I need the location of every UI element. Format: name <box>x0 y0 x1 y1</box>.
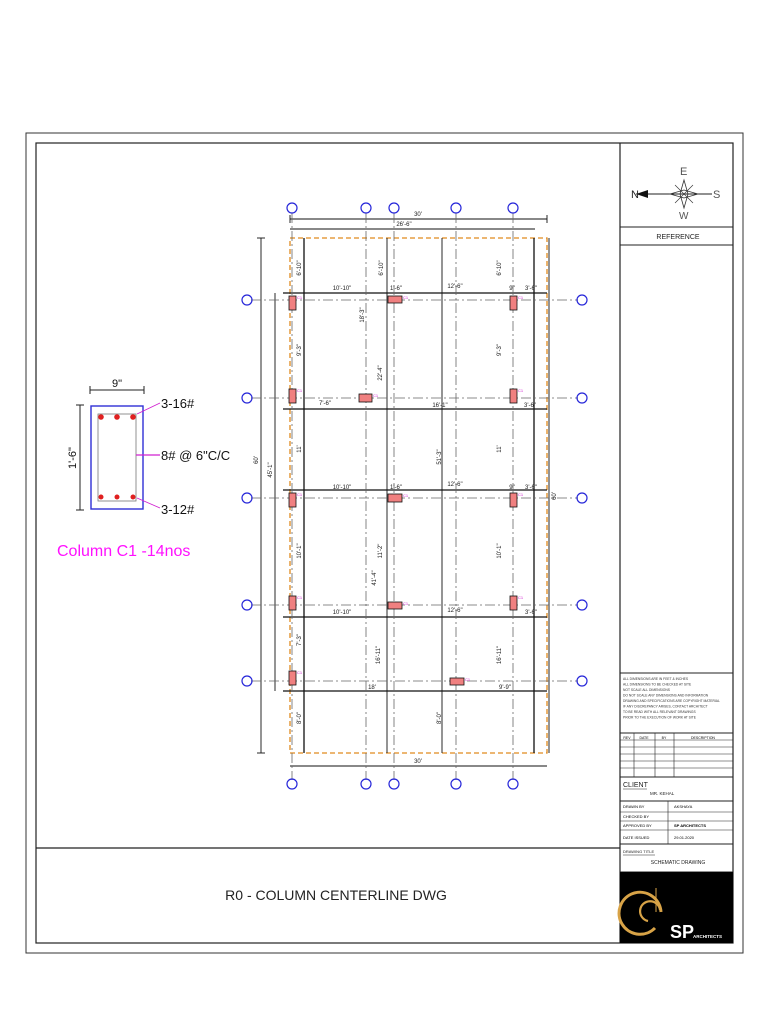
grid-bubble <box>577 600 587 610</box>
grid-bubble <box>242 295 252 305</box>
grid-bubble <box>242 600 252 610</box>
dimension-label: 8'-0" <box>437 712 443 724</box>
grid-bubble <box>242 493 252 503</box>
dimension-label: 6'-10" <box>297 260 303 276</box>
dimension-label: 12'-6" <box>447 608 463 614</box>
grid-bubble <box>242 676 252 686</box>
column-tag: C1 <box>465 677 471 682</box>
grid-bubble <box>508 203 518 213</box>
note-line: IF ANY DISCREPANCY ARISES, CONTACT ARCHITECT <box>623 704 708 709</box>
dimension-label: 3'-6" <box>525 610 537 616</box>
stirrups-label: 8# @ 6"C/C <box>161 448 231 463</box>
dimension-label: 10'-10" <box>332 286 352 292</box>
column-section-detail <box>76 386 160 510</box>
svg-text:REV: REV <box>623 736 631 740</box>
column-tag: C1 <box>297 492 303 497</box>
column-tag: C1 <box>297 295 303 300</box>
dimension-label: 3'-6" <box>524 403 536 409</box>
column-c1 <box>510 493 517 507</box>
revision-table <box>620 733 733 777</box>
dimension-label: 41'-4" <box>372 570 378 586</box>
dimension-label: 3'-6" <box>525 485 537 491</box>
note-line: DRAWING AND SPECIFICATIONS ARE COPYRIGHT MATERIAL <box>623 699 720 703</box>
grid-bubble <box>287 779 297 789</box>
dimension-label: 10'-1" <box>297 543 303 559</box>
dimension-label: 9" <box>509 286 515 292</box>
column-tag: C1 <box>297 388 303 393</box>
dimension-label: 51'-3" <box>437 449 443 465</box>
client-label: CLIENT <box>623 782 648 789</box>
general-notes <box>623 677 720 720</box>
column-c1 <box>510 296 517 310</box>
dimension-label: 9'-9" <box>499 685 511 691</box>
column-c1 <box>388 296 402 303</box>
svg-text:DRAWN BY: DRAWN BY <box>623 804 645 809</box>
column-tag: C1 <box>403 601 409 606</box>
column-c1 <box>388 602 402 609</box>
dimension-label: 8'-0" <box>297 712 303 724</box>
column-c1 <box>289 296 296 310</box>
grid-bubble <box>451 203 461 213</box>
dimension-label: 11' <box>297 445 303 453</box>
dimension-label: 18'-3" <box>360 307 366 323</box>
dimension-label: 26'-6" <box>396 222 412 228</box>
bottom-bars-label: 3-12# <box>161 502 195 517</box>
dimension-label: 7'-3" <box>297 634 303 646</box>
north-arrow-icon <box>636 180 712 208</box>
col-width-label: 9" <box>111 378 123 390</box>
grid-bubble <box>242 393 252 403</box>
dimension-label: 10'-10" <box>332 485 352 491</box>
dimension-label: 6'-10" <box>497 260 503 276</box>
column-tag: C1 <box>518 388 524 393</box>
svg-text:DATE: DATE <box>639 736 649 740</box>
note-line: ALL DIMENSIONS ARE IN FEET & INCHES <box>623 677 689 681</box>
dimension-label: 16'-1" <box>432 403 448 409</box>
grid-bubble <box>287 203 297 213</box>
dimension-label: 7'-6" <box>319 401 331 407</box>
dimension-label: 1'-6" <box>390 485 402 491</box>
grid-bubble <box>577 393 587 403</box>
dimension-label: 30' <box>414 212 422 218</box>
grid-bubble <box>451 779 461 789</box>
dimension-label: 12'-6" <box>447 482 463 488</box>
note-line: ALL DIMENSIONS TO BE CHECKED AT SITE <box>623 682 692 687</box>
compass-e: E <box>680 166 688 178</box>
column-c1 <box>289 493 296 507</box>
dimension-label: 11'-2" <box>378 543 384 559</box>
dimension-label: 10'-1" <box>497 543 503 559</box>
svg-text:SP ARCHITECTS: SP ARCHITECTS <box>674 823 707 828</box>
column-tag: C1 <box>373 393 379 398</box>
column-tag: C1 <box>518 492 524 497</box>
grid-bubble <box>389 779 399 789</box>
compass-s: S <box>713 189 721 201</box>
dimension-label: 60' <box>254 456 260 464</box>
floor-plan <box>242 203 587 789</box>
svg-text:BY: BY <box>661 736 667 740</box>
grid-bubble <box>508 779 518 789</box>
column-tag: C1 <box>297 670 303 675</box>
grid-bubble <box>361 203 371 213</box>
compass-w: W <box>679 211 689 222</box>
column-c1 <box>289 389 296 403</box>
column-tag: C1 <box>403 295 409 300</box>
column-c1 <box>388 494 402 502</box>
grid-bubble <box>577 493 587 503</box>
svg-text:DESCRIPTION: DESCRIPTION <box>691 736 715 740</box>
logo-sub: ARCHITECTS <box>693 934 722 939</box>
reference-label: REFERENCE <box>656 234 700 241</box>
dimension-label: 60' <box>552 492 558 500</box>
column-c1 <box>359 394 372 402</box>
top-bars-label: 3-16# <box>161 396 195 411</box>
signoff-table <box>620 801 733 844</box>
svg-text:AKSHAYA: AKSHAYA <box>674 804 693 809</box>
dimension-label: 9'-3" <box>497 344 503 356</box>
svg-text:CHECKED BY: CHECKED BY <box>623 814 650 819</box>
dimension-label: 30' <box>414 759 422 765</box>
dimension-label: 3'-6" <box>525 286 537 292</box>
client-name: MR. KEHAL <box>650 791 675 796</box>
column-tag: C1 <box>297 595 303 600</box>
note-line: DO NOT SCALE ANY DIMENSIONS AND INFORMATION <box>623 693 709 698</box>
note-line: NOT SCALE ALL DIMENSIONS <box>623 688 670 692</box>
dimension-label: 6'-10" <box>379 260 385 276</box>
svg-text:29.01.2020: 29.01.2020 <box>674 835 695 840</box>
compass-n: N <box>631 189 639 201</box>
grid-bubble <box>389 203 399 213</box>
column-c1 <box>510 389 517 403</box>
dimension-label: 11' <box>497 445 503 453</box>
column-tag: C1 <box>518 295 524 300</box>
column-caption: Column C1 -14nos <box>57 543 191 560</box>
drawing-type: SCHEMATIC DRAWING <box>650 860 706 866</box>
dimension-label: 45'-1" <box>268 462 274 478</box>
dimension-label: 16'-11" <box>376 645 382 665</box>
dimension-label: 10'-10" <box>332 610 352 616</box>
column-c1 <box>289 671 296 685</box>
note-line: PRIOR TO THE EXECUTION OF WORK AT SITE <box>623 715 696 720</box>
logo-text: SP <box>670 922 695 942</box>
svg-text:APPROVED BY: APPROVED BY <box>623 823 652 828</box>
drawing-label: DRAWING TITLE <box>623 849 655 854</box>
grid-bubble <box>577 295 587 305</box>
drawing-title: R0 - COLUMN CENTERLINE DWG <box>225 887 447 903</box>
dimension-label: 9'-3" <box>297 344 303 356</box>
dimension-label: 9" <box>509 485 515 491</box>
column-c1 <box>510 596 517 610</box>
dimension-label: 12'-6" <box>447 284 463 290</box>
column-tag: C1 <box>403 493 409 498</box>
note-line: TO BE READ WITH ALL RELEVANT DRAWINGS <box>623 710 696 714</box>
dimension-label: 18' <box>368 685 376 691</box>
column-tag: C1 <box>518 595 524 600</box>
grid-bubble <box>577 676 587 686</box>
grid-bubble <box>361 779 371 789</box>
dimension-label: 16'-11" <box>497 645 503 665</box>
column-c1 <box>289 596 296 610</box>
column-c1 <box>450 678 464 685</box>
dimension-label: 1'-6" <box>390 286 402 292</box>
col-height-label: 1'-6" <box>67 447 79 469</box>
dimension-label: 22'-4" <box>378 365 384 381</box>
svg-text:DATE ISSUED: DATE ISSUED <box>623 835 650 840</box>
